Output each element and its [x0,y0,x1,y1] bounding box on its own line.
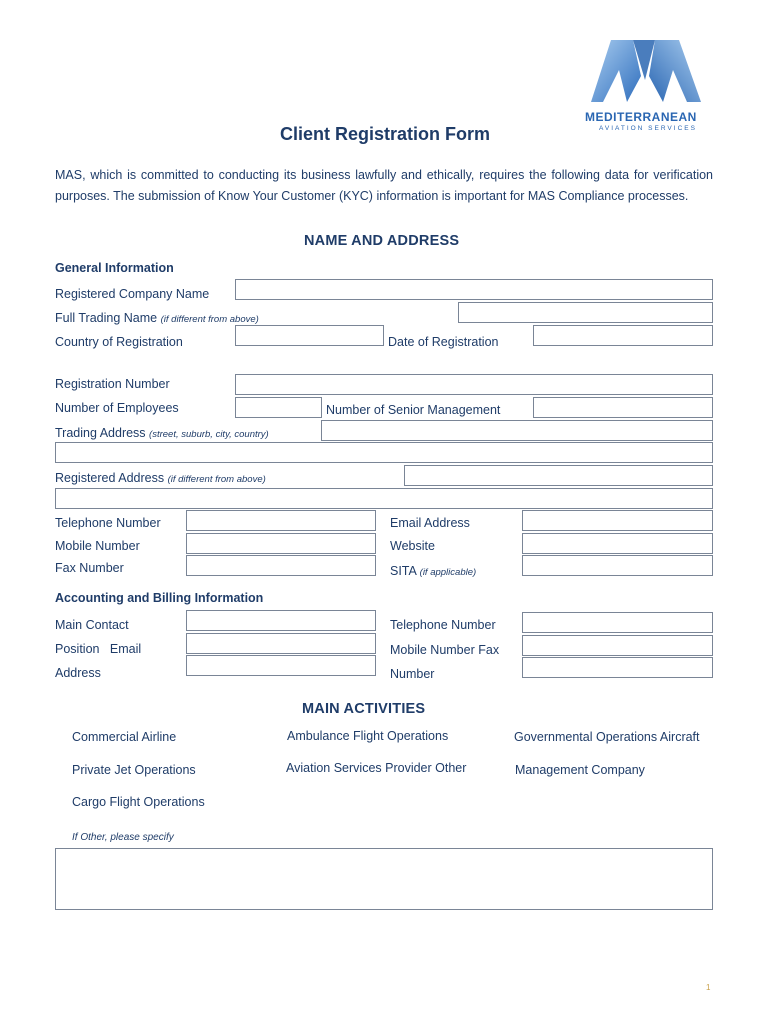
activity-ambulance-flight-operations[interactable]: Ambulance Flight Operations [287,729,449,743]
email-address-field[interactable] [522,510,713,531]
registered-address-field[interactable] [404,465,713,486]
activity-cargo-flight-operations[interactable]: Cargo Flight Operations [72,795,205,809]
intro-paragraph: MAS, which is committed to conducting its business lawfully and ethically, requires the following data for verification purposes. The submission of Know Your Customer (KYC) information is important for MAS Compliance processes. [55,168,713,203]
full-trading-name-label [55,311,259,327]
billing-telephone-number-field[interactable] [522,612,713,633]
full-trading-name-note: (if different from above) [160,314,259,325]
billing-address-field[interactable] [186,655,376,676]
billing-address-label: Address [55,666,101,680]
sita-text: SITA [390,564,417,578]
trading-address-field[interactable] [321,420,713,441]
activity-management-company[interactable]: Management Company [515,763,645,777]
full-trading-name-field[interactable] [458,302,713,323]
sita-label [390,564,476,580]
section-name-and-address: NAME AND ADDRESS [304,233,460,249]
number-of-employees-label: Number of Employees [55,401,179,415]
mobile-number-fax-label: Mobile Number Fax [390,643,500,657]
other-activity-textarea[interactable] [55,848,713,910]
billing-telephone-number-label: Telephone Number [390,618,496,632]
country-of-registration-label: Country of Registration [55,335,183,349]
fax-number-continued-label: Number [390,667,435,681]
trading-address-label [55,426,269,442]
number-of-senior-management-field[interactable] [533,397,713,418]
fax-number-field[interactable] [186,555,376,576]
activity-commercial-airline[interactable]: Commercial Airline [72,730,177,744]
accounting-billing-heading: Accounting and Billing Information [55,591,264,605]
mobile-number-field[interactable] [186,533,376,554]
sita-field[interactable] [522,555,713,576]
registered-address-field-line-2[interactable] [55,488,713,509]
number-of-employees-field[interactable] [235,397,322,418]
logo-mark-icon [575,36,715,108]
page-number: 1 [706,983,711,992]
if-other-label: If Other, please specify [72,832,174,843]
sita-note: (if applicable) [419,567,477,578]
registration-number-label: Registration Number [55,377,170,391]
billing-mobile-number-field[interactable] [522,635,713,656]
mobile-number-label: Mobile Number [55,539,140,553]
date-of-registration-label: Date of Registration [388,335,499,349]
full-trading-name-text: Full Trading Name [55,311,158,325]
logo-tagline: AVIATION SERVICES [599,125,697,132]
registered-address-label [55,471,266,487]
registered-company-name-field[interactable] [235,279,713,300]
registered-address-text: Registered Address [55,471,165,485]
trading-address-field-line-2[interactable] [55,442,713,463]
logo-name: MEDITERRANEAN [585,110,697,124]
telephone-number-field[interactable] [186,510,376,531]
trading-address-text: Trading Address [55,426,146,440]
form-title: Client Registration Form [280,124,491,144]
general-information-heading: General Information [55,261,174,275]
company-logo [575,36,715,136]
trading-address-note: (street, suburb, city, country) [149,429,269,440]
activity-private-jet-operations[interactable]: Private Jet Operations [72,763,196,777]
main-contact-label: Main Contact [55,618,129,632]
billing-fax-number-field[interactable] [522,657,713,678]
country-of-registration-field[interactable] [235,325,384,346]
activity-governmental-operations-aircraft[interactable]: Governmental Operations Aircraft [514,730,700,744]
date-of-registration-field[interactable] [533,325,713,346]
position-email-label: Position Email [55,642,142,656]
position-email-field[interactable] [186,633,376,654]
activity-aviation-services-provider-other[interactable]: Aviation Services Provider Other [286,761,467,775]
email-address-label: Email Address [390,516,470,530]
registered-address-note: (if different from above) [167,474,266,485]
telephone-number-label: Telephone Number [55,516,161,530]
website-label: Website [390,539,435,553]
number-of-senior-management-label: Number of Senior Management [326,403,501,417]
registration-number-field[interactable] [235,374,713,395]
fax-number-label: Fax Number [55,561,124,575]
main-contact-field[interactable] [186,610,376,631]
registered-company-name-label: Registered Company Name [55,287,210,301]
section-main-activities: MAIN ACTIVITIES [302,701,426,717]
website-field[interactable] [522,533,713,554]
